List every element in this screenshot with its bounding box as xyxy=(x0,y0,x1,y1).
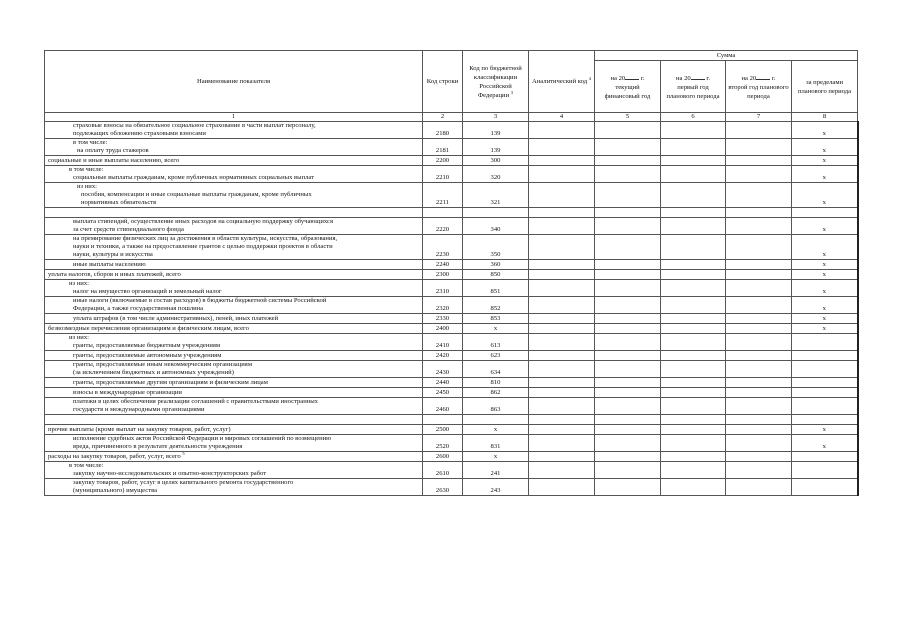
header-analytic-code: Аналитический код $^4$ xyxy=(529,51,595,113)
cell-plan-year-2 xyxy=(726,351,792,361)
row-name-line: гранты, предоставляемые бюджетным учреждениям xyxy=(73,342,221,349)
row-indicator-name xyxy=(45,260,423,270)
row-budget-code: x xyxy=(463,324,529,334)
cell-analytic xyxy=(529,479,595,496)
cell-plan-year-2 xyxy=(726,297,792,314)
column-number: 7 xyxy=(726,113,792,122)
cell-current-year xyxy=(595,280,661,297)
row-indicator-name xyxy=(45,425,423,435)
row-code: 2300 xyxy=(423,270,463,280)
row-indicator-name xyxy=(45,462,423,479)
row-budget-code: 863 xyxy=(463,398,529,415)
cell-beyond-plan: x xyxy=(792,218,858,235)
row-code: 2320 xyxy=(423,297,463,314)
row-budget-code: 634 xyxy=(463,361,529,378)
cell-plan-year-2 xyxy=(726,122,792,139)
row-budget-code: 241 xyxy=(463,462,529,479)
row-indicator-name xyxy=(45,324,423,334)
row-name-line: закупку научно-исследовательских и опытно-конструкторских работ xyxy=(73,470,267,477)
row-indicator-name xyxy=(45,479,423,496)
row-indicator-name xyxy=(45,334,423,351)
cell-analytic xyxy=(529,388,595,398)
cell-plan-year-1 xyxy=(661,122,726,139)
cell-plan-year-1 xyxy=(661,324,726,334)
row-name-line: взносы в международные организации xyxy=(73,389,182,396)
row-name-line: пособия, компенсации и иные социальные выплаты гражданам, кроме публичных xyxy=(81,191,312,198)
row-indicator-name xyxy=(45,156,423,166)
row-code: 2460 xyxy=(423,398,463,415)
cell-current-year xyxy=(595,398,661,415)
spacer-cell xyxy=(463,208,529,218)
cell-plan-year-2 xyxy=(726,398,792,415)
header-col8: за пределами планового периода xyxy=(792,61,858,113)
row-budget-code: 300 xyxy=(463,156,529,166)
row-code: 2180 xyxy=(423,122,463,139)
budget-table xyxy=(44,50,859,496)
cell-plan-year-1 xyxy=(661,378,726,388)
row-name-line: страховые взносы на обязательное социальное страхование в части выплат персоналу, xyxy=(73,122,316,129)
cell-plan-year-2 xyxy=(726,462,792,479)
row-name-line: иные налоги (включаемые в состав расходов) в бюджеты бюджетной системы Российской xyxy=(73,297,327,304)
column-number: 8 xyxy=(792,113,858,122)
row-name-line: нормативных обязательств xyxy=(81,199,157,206)
row-code: 2600 xyxy=(423,452,463,462)
table-row xyxy=(45,314,858,324)
row-name-line: исполнение судебных актов Российской Федерации и мировых соглашений по возмещению xyxy=(73,435,332,442)
cell-analytic xyxy=(529,361,595,378)
row-code: 2630 xyxy=(423,479,463,496)
cell-current-year xyxy=(595,156,661,166)
table-row xyxy=(45,218,858,235)
cell-beyond-plan xyxy=(792,388,858,398)
column-number: 2 xyxy=(423,113,463,122)
header-col6: на 20 г. первый год планового периода xyxy=(661,61,726,113)
row-code: 2211 xyxy=(423,183,463,208)
cell-plan-year-1 xyxy=(661,388,726,398)
row-indicator-name xyxy=(45,314,423,324)
header-code-row: Код строки xyxy=(423,51,463,113)
table-row xyxy=(45,388,858,398)
spacer-cell xyxy=(423,415,463,425)
cell-beyond-plan: x xyxy=(792,122,858,139)
cell-plan-year-2 xyxy=(726,324,792,334)
cell-plan-year-2 xyxy=(726,260,792,270)
cell-analytic xyxy=(529,218,595,235)
spacer-cell xyxy=(792,208,858,218)
row-code: 2400 xyxy=(423,324,463,334)
cell-beyond-plan: x xyxy=(792,297,858,314)
row-name-line: закупку товаров, работ, услуг в целях капитального ремонта государственного xyxy=(73,479,294,486)
cell-current-year xyxy=(595,452,661,462)
cell-current-year xyxy=(595,183,661,208)
column-number: 5 xyxy=(595,113,661,122)
cell-analytic xyxy=(529,462,595,479)
cell-current-year xyxy=(595,218,661,235)
row-budget-code: x xyxy=(463,452,529,462)
cell-beyond-plan xyxy=(792,334,858,351)
cell-beyond-plan xyxy=(792,351,858,361)
row-indicator-name xyxy=(45,139,423,156)
cell-current-year xyxy=(595,166,661,183)
header-budget-code: Код по бюджетной классификации Российской Федерации $^3$ xyxy=(463,51,529,113)
row-name-line: уплата налогов, сборов и иных платежей, всего xyxy=(48,271,181,278)
cell-beyond-plan xyxy=(792,361,858,378)
cell-beyond-plan xyxy=(792,378,858,388)
row-code: 2240 xyxy=(423,260,463,270)
row-code: 2230 xyxy=(423,235,463,260)
row-code: 2310 xyxy=(423,280,463,297)
row-name-line: на премирование физических лиц за достижения в области культуры, искусства, образования, xyxy=(73,235,338,242)
cell-beyond-plan: x xyxy=(792,183,858,208)
row-name-line: Федерации, а также государственная пошлина xyxy=(73,305,204,312)
spacer-row xyxy=(45,415,858,425)
row-code: 2520 xyxy=(423,435,463,452)
cell-current-year xyxy=(595,388,661,398)
row-code: 2430 xyxy=(423,361,463,378)
spacer-cell xyxy=(792,415,858,425)
header-sum: Сумма xyxy=(595,51,858,61)
table-row xyxy=(45,156,858,166)
cell-analytic xyxy=(529,334,595,351)
row-budget-code: 243 xyxy=(463,479,529,496)
row-indicator-name xyxy=(45,235,423,260)
cell-analytic xyxy=(529,452,595,462)
cell-analytic xyxy=(529,398,595,415)
cell-analytic xyxy=(529,280,595,297)
row-budget-code: x xyxy=(463,425,529,435)
row-name-line: социальные и иные выплаты населению, всего xyxy=(48,157,180,164)
cell-plan-year-1 xyxy=(661,270,726,280)
cell-current-year xyxy=(595,139,661,156)
cell-plan-year-2 xyxy=(726,235,792,260)
row-budget-code: 623 xyxy=(463,351,529,361)
table-row xyxy=(45,297,858,314)
table-row xyxy=(45,351,858,361)
cell-plan-year-1 xyxy=(661,218,726,235)
cell-beyond-plan: x xyxy=(792,425,858,435)
cell-analytic xyxy=(529,270,595,280)
table-row xyxy=(45,398,858,415)
spacer-cell xyxy=(423,208,463,218)
header-name: Наименование показателя xyxy=(45,51,423,113)
cell-current-year xyxy=(595,378,661,388)
row-budget-code: 613 xyxy=(463,334,529,351)
spacer-row xyxy=(45,208,858,218)
cell-analytic xyxy=(529,156,595,166)
spacer-cell xyxy=(45,415,423,425)
row-budget-code: 340 xyxy=(463,218,529,235)
cell-analytic xyxy=(529,166,595,183)
cell-beyond-plan: x xyxy=(792,270,858,280)
table-row xyxy=(45,166,858,183)
table-row xyxy=(45,479,858,496)
row-name-line: гранты, предоставляемые другим организациям и физическим лицам xyxy=(73,379,268,386)
column-number: 1 xyxy=(45,113,423,122)
row-name-line: безвозмездные перечисления организациям и физическим лицам, всего xyxy=(48,325,249,332)
cell-analytic xyxy=(529,324,595,334)
row-code: 2210 xyxy=(423,166,463,183)
cell-analytic xyxy=(529,351,595,361)
table-row xyxy=(45,361,858,378)
cell-plan-year-2 xyxy=(726,361,792,378)
row-code: 2200 xyxy=(423,156,463,166)
cell-current-year xyxy=(595,270,661,280)
row-indicator-name xyxy=(45,183,423,208)
cell-plan-year-2 xyxy=(726,166,792,183)
row-name-line: из них: xyxy=(77,183,97,190)
spacer-cell xyxy=(45,208,423,218)
cell-plan-year-1 xyxy=(661,297,726,314)
cell-plan-year-1 xyxy=(661,314,726,324)
row-indicator-name xyxy=(45,122,423,139)
cell-plan-year-1 xyxy=(661,334,726,351)
cell-analytic xyxy=(529,425,595,435)
cell-current-year xyxy=(595,235,661,260)
row-budget-code: 350 xyxy=(463,235,529,260)
row-indicator-name xyxy=(45,398,423,415)
cell-plan-year-2 xyxy=(726,139,792,156)
row-code: 2440 xyxy=(423,378,463,388)
spacer-cell xyxy=(529,415,595,425)
row-code: 2610 xyxy=(423,462,463,479)
row-name-line: иные выплаты населению xyxy=(73,261,146,268)
cell-plan-year-1 xyxy=(661,361,726,378)
cell-plan-year-2 xyxy=(726,156,792,166)
row-code: 2450 xyxy=(423,388,463,398)
table-row xyxy=(45,452,858,462)
budget-form-sheet xyxy=(44,50,857,496)
cell-current-year xyxy=(595,361,661,378)
table-row xyxy=(45,183,858,208)
cell-beyond-plan xyxy=(792,398,858,415)
row-name-line: уплата штрафов (в том числе административных), пеней, иных платежей xyxy=(73,315,279,322)
cell-plan-year-2 xyxy=(726,334,792,351)
cell-beyond-plan: x xyxy=(792,156,858,166)
row-indicator-name xyxy=(45,361,423,378)
table-row xyxy=(45,260,858,270)
row-name-line: вреда, причиненного в результате деятельности учреждения xyxy=(73,443,243,450)
cell-beyond-plan xyxy=(792,462,858,479)
cell-plan-year-1 xyxy=(661,398,726,415)
row-budget-code: 320 xyxy=(463,166,529,183)
row-budget-code: 810 xyxy=(463,378,529,388)
row-code: 2420 xyxy=(423,351,463,361)
cell-analytic xyxy=(529,378,595,388)
cell-current-year xyxy=(595,425,661,435)
cell-analytic xyxy=(529,435,595,452)
header-col7: на 20 г. второй год планового периода xyxy=(726,61,792,113)
cell-plan-year-2 xyxy=(726,280,792,297)
cell-analytic xyxy=(529,260,595,270)
cell-plan-year-1 xyxy=(661,260,726,270)
row-code: 2220 xyxy=(423,218,463,235)
row-name-line: (муниципального) имущества xyxy=(73,487,158,494)
row-name-line: выплата стипендий, осуществление иных расходов на социальную поддержку обучающихся xyxy=(73,218,333,225)
cell-beyond-plan: x xyxy=(792,139,858,156)
cell-current-year xyxy=(595,324,661,334)
cell-plan-year-1 xyxy=(661,425,726,435)
row-budget-code: 321 xyxy=(463,183,529,208)
cell-plan-year-1 xyxy=(661,156,726,166)
row-name-line: в том числе: xyxy=(73,139,108,146)
spacer-cell xyxy=(661,415,726,425)
cell-plan-year-1 xyxy=(661,351,726,361)
row-name-line: за счет средств стипендиального фонда xyxy=(73,226,184,233)
row-name-line: социальные выплаты гражданам, кроме публичных нормативных социальных выплат xyxy=(73,174,315,181)
cell-plan-year-1 xyxy=(661,183,726,208)
row-name-line: науки и техники, а также на предоставление грантов с целью поддержки проектов в области xyxy=(73,243,333,250)
row-name-line: государств и международными организациями xyxy=(73,406,205,413)
cell-analytic xyxy=(529,139,595,156)
cell-plan-year-1 xyxy=(661,166,726,183)
cell-beyond-plan: x xyxy=(792,324,858,334)
cell-plan-year-1 xyxy=(661,280,726,297)
row-budget-code: 852 xyxy=(463,297,529,314)
cell-plan-year-2 xyxy=(726,314,792,324)
row-name-line: налог на имущество организаций и земельный налог xyxy=(73,288,222,295)
row-indicator-name xyxy=(45,435,423,452)
cell-beyond-plan xyxy=(792,452,858,462)
cell-plan-year-2 xyxy=(726,388,792,398)
cell-plan-year-1 xyxy=(661,139,726,156)
cell-current-year xyxy=(595,314,661,324)
cell-current-year xyxy=(595,334,661,351)
row-name-line: гранты, предоставляемые автономным учреждениям xyxy=(73,352,222,359)
cell-plan-year-1 xyxy=(661,452,726,462)
cell-plan-year-2 xyxy=(726,452,792,462)
row-budget-code: 853 xyxy=(463,314,529,324)
footnote-marker: 5 xyxy=(182,450,185,456)
row-budget-code: 360 xyxy=(463,260,529,270)
cell-beyond-plan: x xyxy=(792,235,858,260)
spacer-cell xyxy=(595,415,661,425)
cell-analytic xyxy=(529,314,595,324)
cell-beyond-plan: x xyxy=(792,166,858,183)
row-budget-code: 862 xyxy=(463,388,529,398)
row-name-line: из них: xyxy=(69,334,89,341)
cell-plan-year-2 xyxy=(726,425,792,435)
spacer-cell xyxy=(661,208,726,218)
cell-analytic xyxy=(529,235,595,260)
cell-current-year xyxy=(595,297,661,314)
row-name-line: расходы на закупку товаров, работ, услуг, всего xyxy=(48,453,181,460)
cell-plan-year-2 xyxy=(726,435,792,452)
row-indicator-name xyxy=(45,270,423,280)
row-budget-code: 139 xyxy=(463,122,529,139)
row-name-line: на оплату труда стажеров xyxy=(77,147,149,154)
row-budget-code: 139 xyxy=(463,139,529,156)
table-row xyxy=(45,139,858,156)
table-row xyxy=(45,334,858,351)
row-indicator-name xyxy=(45,388,423,398)
table-row xyxy=(45,280,858,297)
cell-beyond-plan: x xyxy=(792,314,858,324)
cell-plan-year-2 xyxy=(726,378,792,388)
cell-plan-year-2 xyxy=(726,270,792,280)
cell-plan-year-1 xyxy=(661,479,726,496)
column-number: 6 xyxy=(661,113,726,122)
spacer-cell xyxy=(529,208,595,218)
row-name-line: прочие выплаты (кроме выплат на закупку товаров, работ, услуг) xyxy=(48,426,231,433)
table-body xyxy=(45,122,858,496)
row-budget-code: 851 xyxy=(463,280,529,297)
cell-beyond-plan: x xyxy=(792,280,858,297)
row-indicator-name xyxy=(45,297,423,314)
row-indicator-name xyxy=(45,378,423,388)
row-budget-code: 850 xyxy=(463,270,529,280)
table-row xyxy=(45,435,858,452)
row-name-line: в том числе: xyxy=(69,462,104,469)
cell-beyond-plan: x xyxy=(792,435,858,452)
spacer-cell xyxy=(726,208,792,218)
row-name-line: в том числе: xyxy=(69,166,104,173)
cell-analytic xyxy=(529,183,595,208)
cell-current-year xyxy=(595,462,661,479)
cell-plan-year-1 xyxy=(661,462,726,479)
row-code: 2181 xyxy=(423,139,463,156)
spacer-cell xyxy=(595,208,661,218)
spacer-cell xyxy=(463,415,529,425)
row-name-line: из них: xyxy=(69,280,89,287)
header-col5: на 20 г. текущий финансовый год xyxy=(595,61,661,113)
cell-plan-year-1 xyxy=(661,235,726,260)
cell-current-year xyxy=(595,351,661,361)
table-row xyxy=(45,462,858,479)
row-name-line: гранты, предоставляемые иным некоммерческим организациям xyxy=(73,361,252,368)
row-code: 2500 xyxy=(423,425,463,435)
row-name-line: (за исключением бюджетных и автономных учреждений) xyxy=(73,369,234,376)
row-name-line: платежи в целях обеспечения реализации соглашений с правительствами иностранных xyxy=(73,398,318,405)
cell-plan-year-2 xyxy=(726,479,792,496)
row-indicator-name xyxy=(45,452,423,462)
row-indicator-name xyxy=(45,166,423,183)
cell-analytic xyxy=(529,122,595,139)
row-indicator-name xyxy=(45,218,423,235)
table-row xyxy=(45,378,858,388)
cell-analytic xyxy=(529,297,595,314)
row-name-line: подлежащих обложению страховыми взносами xyxy=(73,130,206,137)
cell-beyond-plan xyxy=(792,479,858,496)
row-name-line: науки, культуры и искусства xyxy=(73,251,153,258)
column-number: 4 xyxy=(529,113,595,122)
cell-current-year xyxy=(595,122,661,139)
table-row xyxy=(45,425,858,435)
spacer-cell xyxy=(726,415,792,425)
column-number: 3 xyxy=(463,113,529,122)
row-indicator-name xyxy=(45,351,423,361)
table-row xyxy=(45,324,858,334)
row-code: 2410 xyxy=(423,334,463,351)
cell-current-year xyxy=(595,479,661,496)
table-row xyxy=(45,235,858,260)
cell-current-year xyxy=(595,435,661,452)
row-budget-code: 831 xyxy=(463,435,529,452)
row-indicator-name xyxy=(45,280,423,297)
table-row xyxy=(45,122,858,139)
cell-current-year xyxy=(595,260,661,270)
row-code: 2330 xyxy=(423,314,463,324)
cell-plan-year-1 xyxy=(661,435,726,452)
cell-beyond-plan: x xyxy=(792,260,858,270)
column-numbers-row xyxy=(45,113,858,122)
table-row xyxy=(45,270,858,280)
cell-plan-year-2 xyxy=(726,183,792,208)
cell-plan-year-2 xyxy=(726,218,792,235)
